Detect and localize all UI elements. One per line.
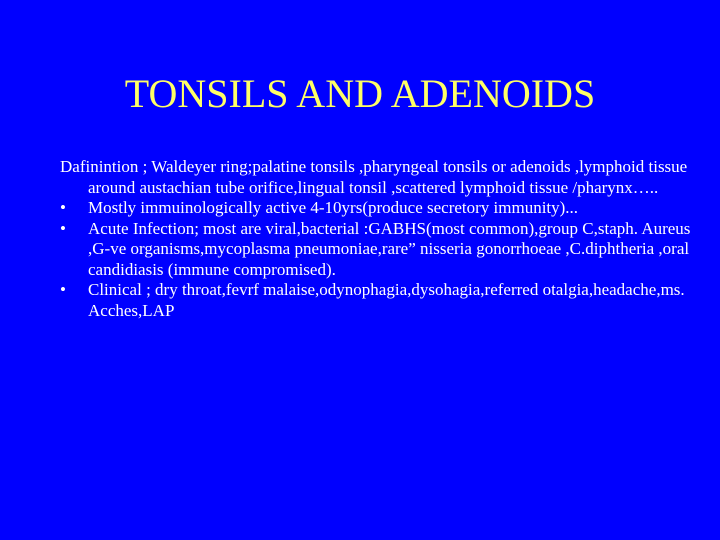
bullet-icon: • — [60, 198, 66, 217]
bullet-item — [60, 219, 700, 281]
bullet-icon: • — [60, 280, 66, 299]
bullet-text: Mostly immuinologically active 4-10yrs(produce secretory immunity)... — [88, 198, 579, 217]
slide-body — [60, 157, 700, 321]
bullet-item — [60, 198, 700, 219]
bullet-text: Acute Infection; most are viral,bacterial :GABHS(most common),group C,staph. Aureus ,G-ve organisms,mycoplasma pneumoniae,rare” nisseria gonorrhoeae ,C.diphtheria ,oral candidiasis (immune compromised). — [88, 218, 691, 279]
bullet-icon: • — [60, 218, 66, 238]
bullet-text: Clinical ; dry throat,fevrf malaise,odynophagia,dysohagia,referred otalgia,headache,ms. Acches,LAP — [88, 280, 685, 320]
slide-title: TONSILS AND ADENOIDS — [124, 71, 596, 116]
bullet-item — [60, 280, 700, 321]
intro-paragraph: Dafinintion ; Waldeyer ring;palatine tonsils ,pharyngeal tonsils or adenoids ,lymphoid tissue around austachian tube orifice,lingual tonsil ,scattered lymphoid tissue /pharynx….. — [60, 157, 688, 197]
